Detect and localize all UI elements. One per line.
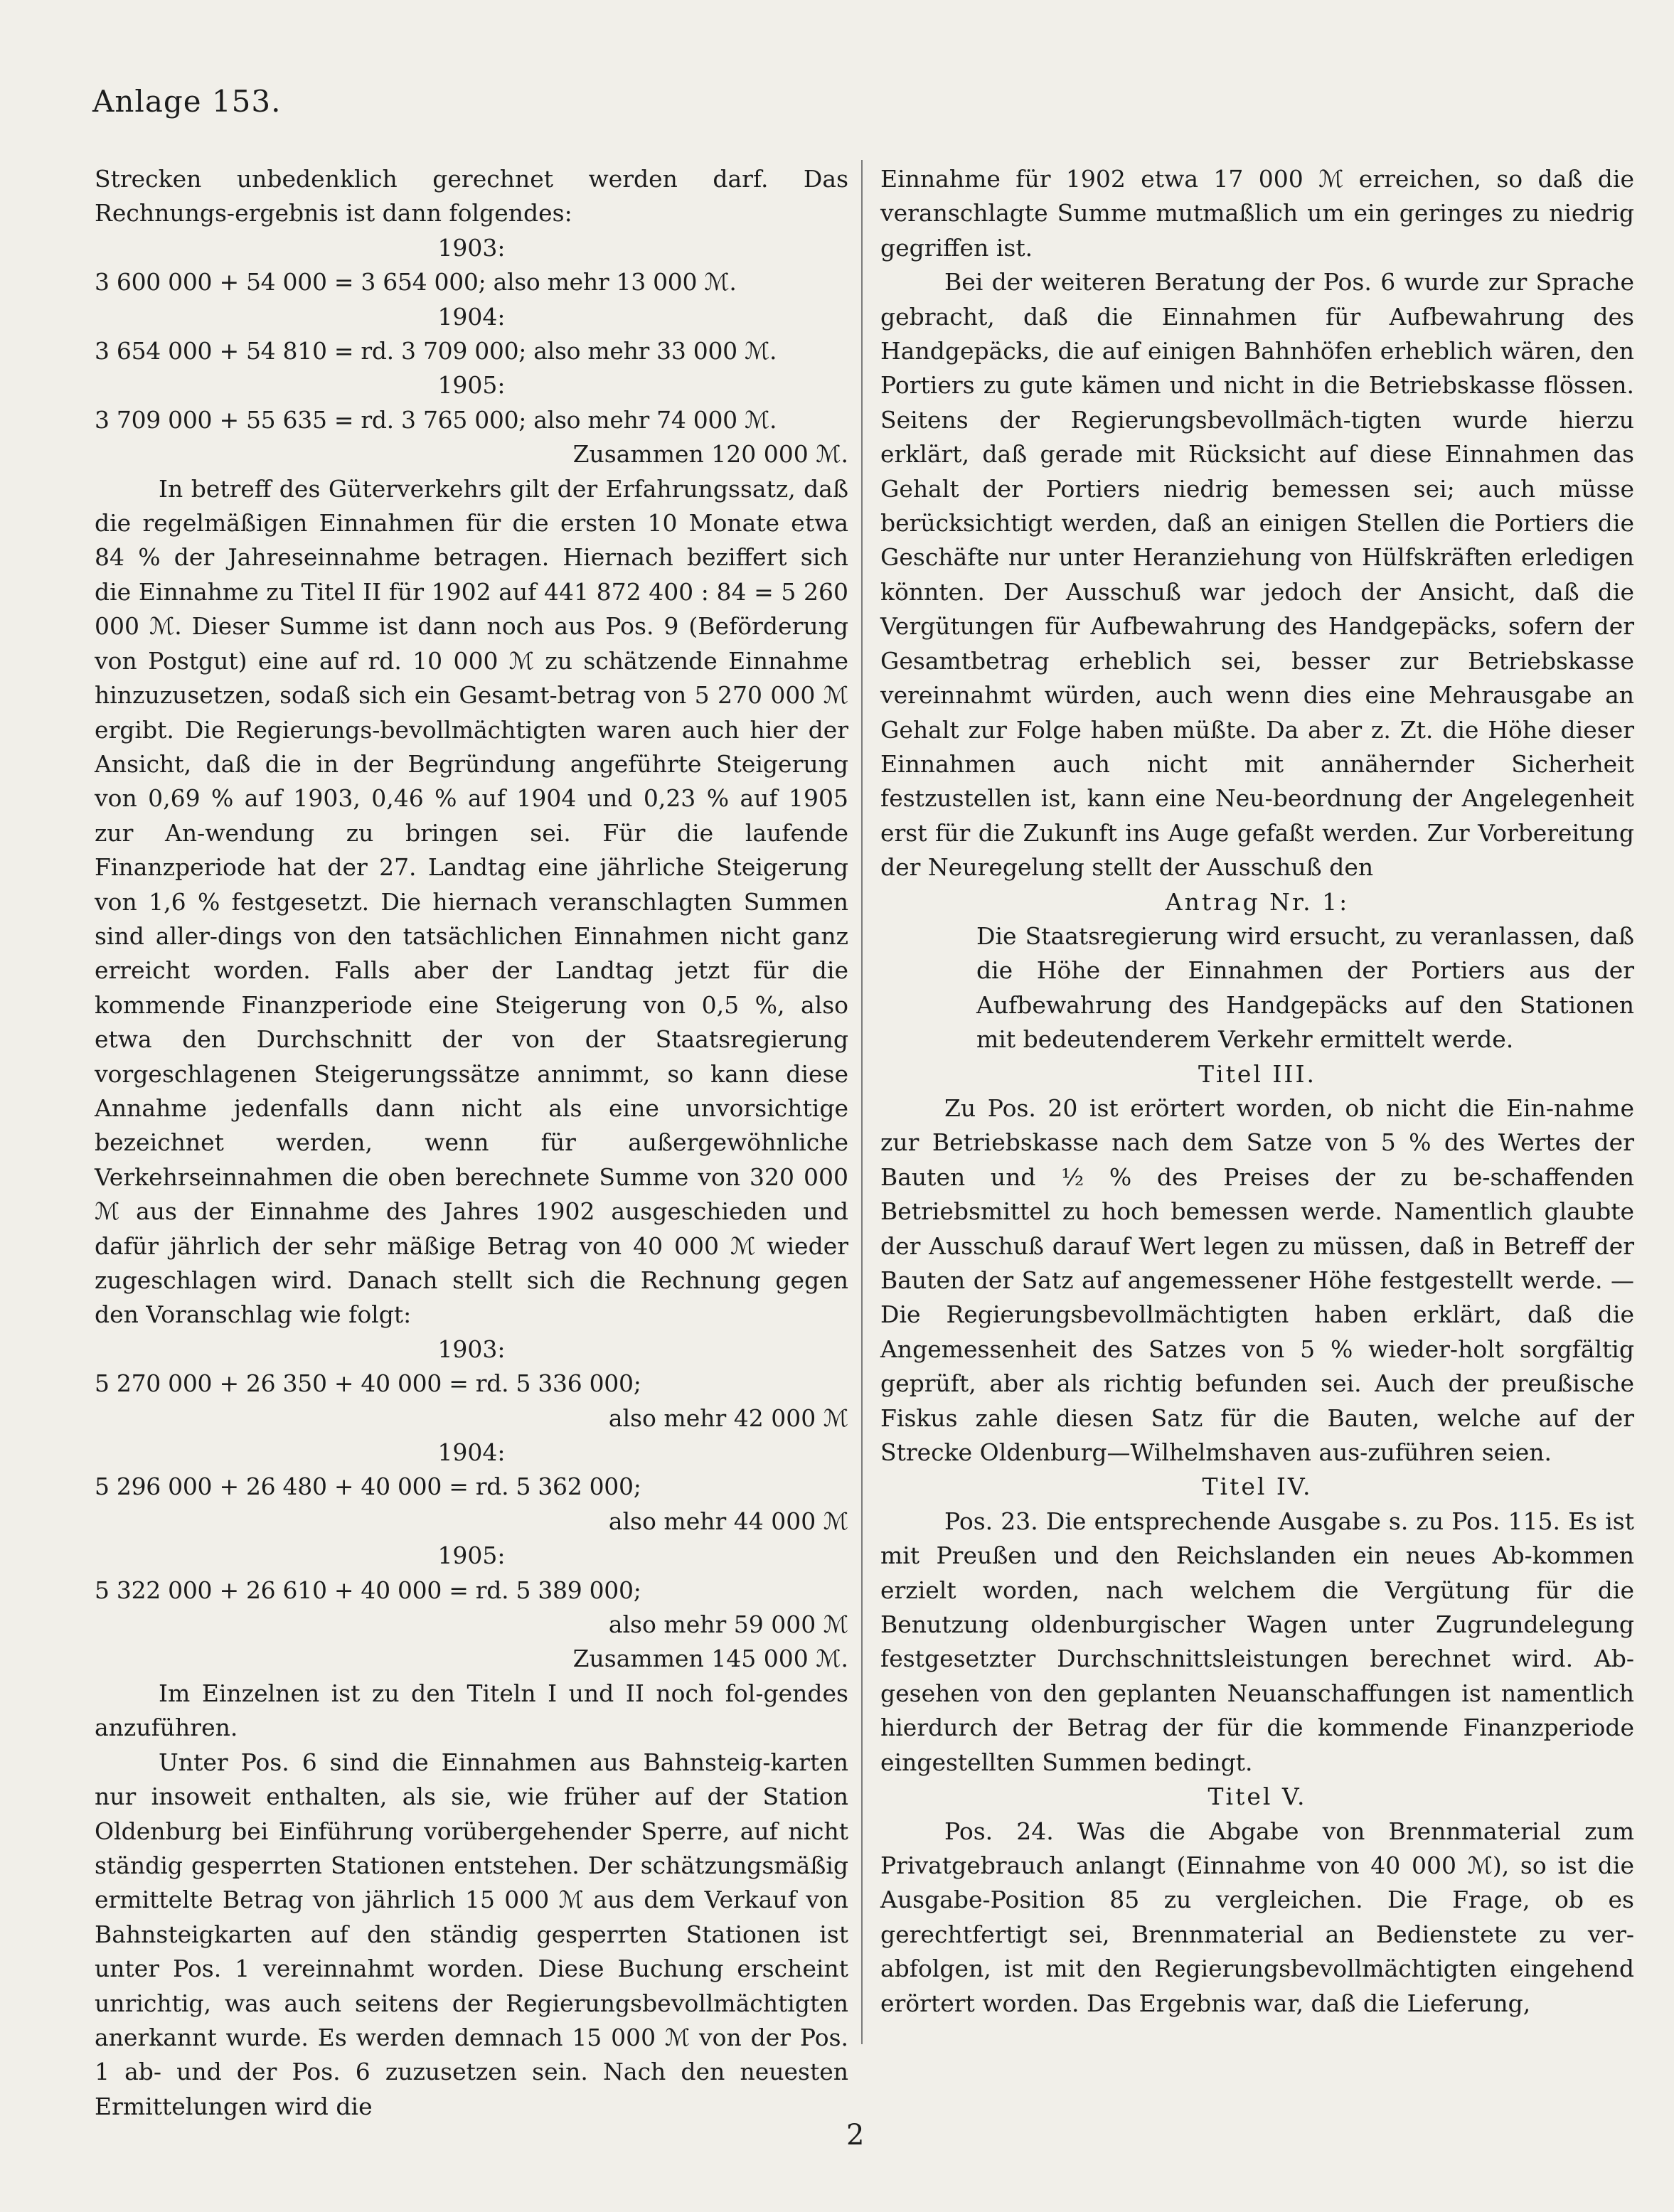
left-column <box>95 162 848 2124</box>
year-label: 1903: <box>437 233 506 262</box>
year-label: 1905: <box>437 1542 506 1570</box>
column-divider <box>861 160 863 2044</box>
calculation-line: 5 296 000 + 26 480 + 40 000 = rd. 5 362 000; <box>95 1473 641 1501</box>
section-heading: Titel IV. <box>1202 1473 1313 1501</box>
section-heading: Titel V. <box>1207 1783 1307 1811</box>
paragraph: Bei der weiteren Beratung der Pos. 6 wurde zur Sprache gebracht, daß die Einnahmen für Aufbewahrung des Handgepäcks, die auf einigen Bahnhöfen erheblich wären, den Portiers zu gute kämen und nicht in die Betriebskasse flössen. Seitens der Regierungsbevollmäch-tigten wurde hierzu erklärt, daß gerade mit Rücksicht auf diese Einnahmen das Gehalt der Portiers niedrig bemessen sei; auch müsse berücksichtigt werden, daß an einigen Stellen die Portiers die Geschäfte nur unter Heranziehung von Hülfskräften erledigen könnten. Der Ausschuß war jedoch der Ansicht, daß die Vergütungen für Aufbewahrung des Handgepäcks, sofern der Gesamtbetrag erheblich sei, besser zur Betriebskasse vereinnahmt würden, auch wenn dies eine Mehrausgabe an Gehalt zur Folge haben müßte. Da aber z. Zt. die Höhe dieser Einnahmen auch nicht mit annähernder Sicherheit festzustellen ist, kann eine Neu-beordnung der Angelegenheit erst für die Zukunft ins Auge gefaßt werden. Zur Vorbereitung der Neuregelung stellt der Ausschuß den <box>880 268 1634 882</box>
antrag-text: Die Staatsregierung wird ersucht, zu veranlassen, daß die Höhe der Einnahmen der Portiers aus der Aufbewahrung des Handgepäcks auf den Stationen mit bedeutenderem Verkehr ermittelt werde. <box>976 921 1634 1054</box>
year-label: 1904: <box>437 1438 506 1467</box>
paragraph: Unter Pos. 6 sind die Einnahmen aus Bahnsteig-karten nur insoweit enthalten, als sie, wie früher auf der Station Oldenburg bei Einführung vorübergehender Sperre, auf nicht ständig gesperrten Stationen entstehen. Der schätzungsmäßig ermittelte Betrag von jährlich 15 000 ℳ aus dem Verkauf von Bahnsteigkarten auf den ständig gesperrten Stationen ist unter Pos. 1 vereinnahmt worden. Diese Buchung erscheint unrichtig, was auch seitens der Regierungsbevollmächtigten anerkannt wurde. Es werden demnach 15 000 ℳ von der Pos. 1 ab- und der Pos. 6 zuzusetzen sein. Nach den neuesten Ermittelungen wird die <box>95 1748 848 2120</box>
result-line: also mehr 44 000 ℳ <box>608 1507 848 1535</box>
calculation-line: 5 270 000 + 26 350 + 40 000 = rd. 5 336 000; <box>95 1369 641 1398</box>
year-label: 1903: <box>437 1335 506 1363</box>
result-line: also mehr 42 000 ℳ <box>608 1404 848 1432</box>
result-line: also mehr 59 000 ℳ <box>608 1610 848 1639</box>
calculation-line: 5 322 000 + 26 610 + 40 000 = rd. 5 389 000; <box>95 1576 641 1604</box>
antrag-heading: Antrag Nr. 1: <box>1165 887 1350 916</box>
page-header: Anlage 153. <box>92 84 282 119</box>
calculation-line: 3 600 000 + 54 000 = 3 654 000; also mehr 13 000 ℳ. <box>95 268 737 296</box>
paragraph: Im Einzelnen ist zu den Titeln I und II noch fol-gendes anzuführen. <box>95 1679 848 1742</box>
calculation-line: 3 654 000 + 54 810 = rd. 3 709 000; also mehr 33 000 ℳ. <box>95 337 777 365</box>
paragraph: In betreff des Güterverkehrs gilt der Erfahrungssatz, daß die regelmäßigen Einnahmen für die ersten 10 Monate etwa 84 % der Jahreseinnahme betragen. Hiernach beziffert sich die Einnahme zu Titel II für 1902 auf 441 872 400 : 84 = 5 260 000 ℳ. Dieser Summe ist dann noch aus Pos. 9 (Beförderung von Postgut) eine auf rd. 10 000 ℳ zu schätzende Einnahme hinzuzusetzen, sodaß sich ein Gesamt-betrag von 5 270 000 ℳ ergibt. Die Regierungs-bevollmächtigten waren auch hier der Ansicht, daß die in der Begründung angeführte Steigerung von 0,69 % auf 1903, 0,46 % auf 1904 und 0,23 % auf 1905 zur An-wendung zu bringen sei. Für die laufende Finanzperiode hat der 27. Landtag eine jährliche Steigerung von 1,6 % festgesetzt. Die hiernach veranschlagten Summen sind aller-dings von den tatsächlichen Einnahmen nicht ganz erreicht worden. Falls aber der Landtag jetzt für die kommende Finanzperiode eine Steigerung von 0,5 %, also etwa den Durchschnitt der von der Staatsregierung vorgeschlagenen Steigerungssätze annimmt, so kann diese Annahme jedenfalls dann nicht als eine unvorsichtige bezeichnet werden, wenn für außergewöhnliche Verkehrseinnahmen die oben berechnete Summe von 320 000 ℳ aus der Einnahme des Jahres 1902 ausgeschieden und dafür jährlich der sehr mäßige Betrag von 40 000 ℳ wieder zugeschlagen wird. Danach stellt sich die Rechnung gegen den Voranschlag wie folgt: <box>95 474 848 1329</box>
paragraph: Einnahme für 1902 etwa 17 000 ℳ erreichen, so daß die veranschlagte Summe mutmaßlich um ein geringes zu niedrig gegriffen ist. <box>880 165 1634 262</box>
paragraph: Pos. 24. Was die Abgabe von Brennmaterial zum Privatgebrauch anlangt (Einnahme von 40 000 ℳ), so ist die Ausgabe-Position 85 zu vergleichen. Die Frage, ob es gerechtfertigt sei, Brennmaterial an Bedienstete zu ver-abfolgen, ist mit den Regierungsbevollmächtigten eingehend erörtert worden. Das Ergebnis war, daß die Lieferung, <box>880 1817 1634 2017</box>
right-column <box>880 162 1634 2021</box>
page-number: 2 <box>846 2119 865 2152</box>
paragraph: Pos. 23. Die entsprechende Ausgabe s. zu Pos. 115. Es ist mit Preußen und den Reichslanden ein neues Ab-kommen erzielt worden, nach welchem die Vergütung für die Benutzung oldenburgischer Wagen unter Zugrundelegung festgesetzter Durchschnittsleistungen berechnet wird. Ab-gesehen von den geplanten Neuanschaffungen ist namentlich hierdurch der Betrag der für die kommende Finanzperiode eingestellten Summen bedingt. <box>880 1507 1634 1776</box>
year-label: 1905: <box>437 371 506 400</box>
sum-line: Zusammen 145 000 ℳ. <box>572 1645 848 1673</box>
year-label: 1904: <box>437 302 506 331</box>
paragraph: Strecken unbedenklich gerechnet werden darf. Das Rechnungs-ergebnis ist dann folgendes: <box>95 165 848 228</box>
section-heading: Titel III. <box>1198 1059 1316 1088</box>
calculation-line: 3 709 000 + 55 635 = rd. 3 765 000; also mehr 74 000 ℳ. <box>95 405 777 434</box>
paragraph: Zu Pos. 20 ist erörtert worden, ob nicht die Ein-nahme zur Betriebskasse nach dem Satze von 5 % des Wertes der Bauten und ½ % des Preises der zu be-schaffenden Betriebsmittel zu hoch bemessen werde. Namentlich glaubte der Ausschuß darauf Wert legen zu müssen, daß in Betreff der Bauten der Satz auf angemessener Höhe festgestellt werde. — Die Regierungsbevollmächtigten haben erklärt, daß die Angemessenheit des Satzes von 5 % wieder-holt sorgfältig geprüft, aber als richtig befunden sei. Auch der preußische Fiskus zahle diesen Satz für die Bauten, welche auf der Strecke Oldenburg—Wilhelmshaven aus-zuführen seien. <box>880 1094 1634 1467</box>
sum-line: Zusammen 120 000 ℳ. <box>572 440 848 469</box>
